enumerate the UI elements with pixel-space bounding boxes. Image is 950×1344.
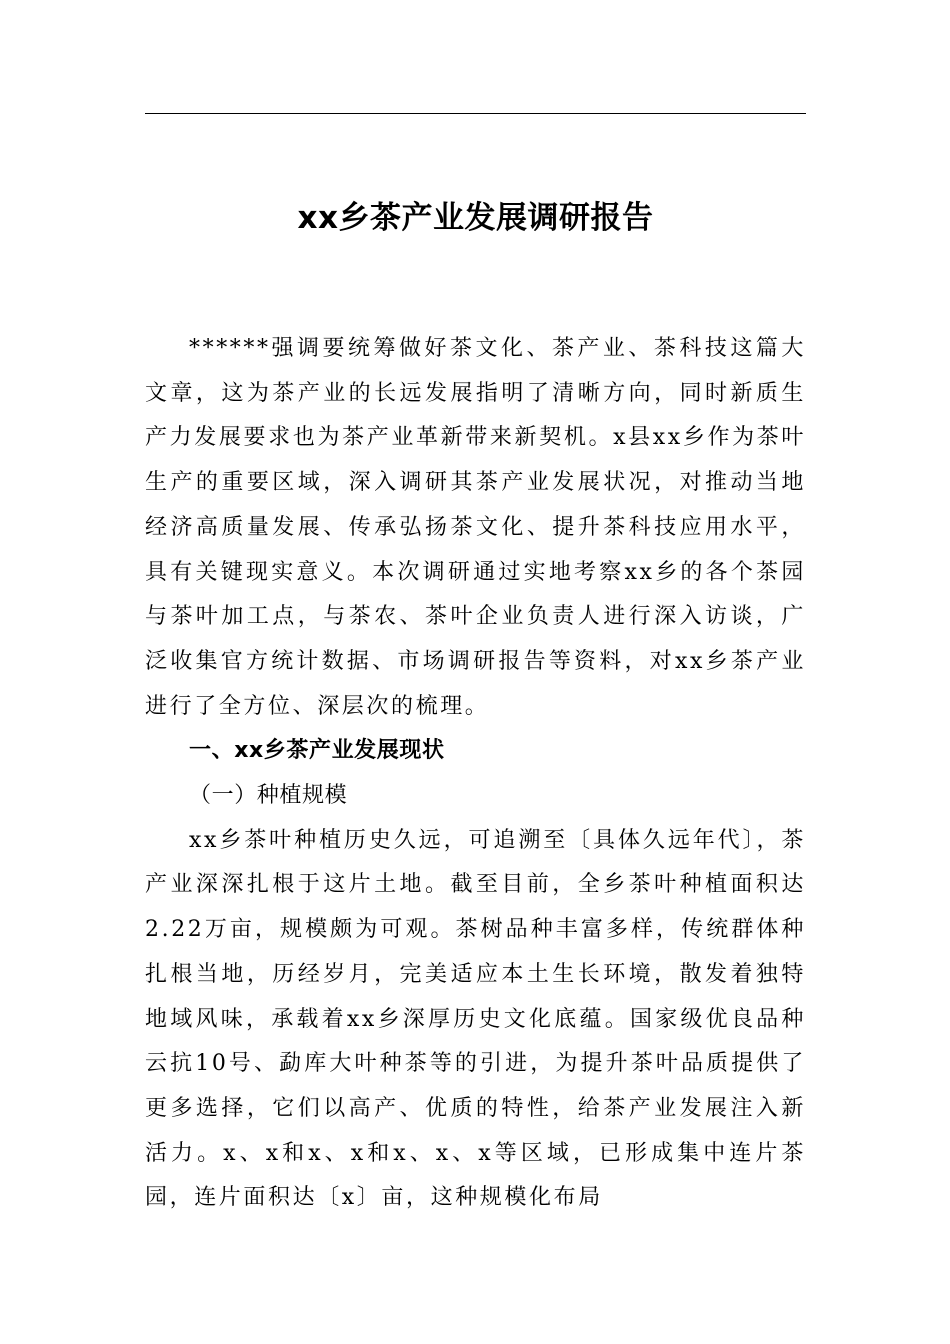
header-rule <box>145 113 806 114</box>
document-title: xx乡茶产业发展调研报告 <box>297 200 654 236</box>
section-heading: 一、xx乡茶产业发展现状 <box>189 738 445 764</box>
intro-paragraph: ******强调要统筹做好茶文化、茶产业、茶科技这篇大文章，这为茶产业的长远发展指明了清晰方向，同时新质生产力发展要求也为茶产业革新带来新契机。x县xx乡作为茶叶生产的重要区域，深入调研其茶产业发展状况，对推动当地经济高质量发展、传承弘扬茶文化、提升茶科技应用水平，具有关键现实意义。本次调研通过实地考察xx乡的各个茶园与茶叶加工点，与茶农、茶叶企业负责人进行深入访谈，广泛收集官方统计数据、市场调研报告等资料，对xx乡茶产业进行了全方位、深层次的梳理。 <box>145 336 806 719</box>
subsection-paragraph: xx乡茶叶种植历史久远，可追溯至〔具体久远年代〕，茶产业深深扎根于这片土地。截至目前，全乡茶叶种植面积达2.22万亩，规模颇为可观。茶树品种丰富多样，传统群体种扎根当地，历经岁月，完美适应本土生长环境，散发着独特地域风味，承载着xx乡深厚历史文化底蕴。国家级优良品种云抗10号、勐库大叶种茶等的引进，为提升茶叶品质提供了更多选择，它们以高产、优质的特性，给茶产业发展注入新活力。x、x和x、x和x、x、x等区域，已形成集中连片茶园，连片面积达〔x〕亩，这种规模化布局 <box>145 827 806 1211</box>
subsection-heading: （一）种植规模 <box>189 783 348 809</box>
document-body <box>145 327 806 1221</box>
